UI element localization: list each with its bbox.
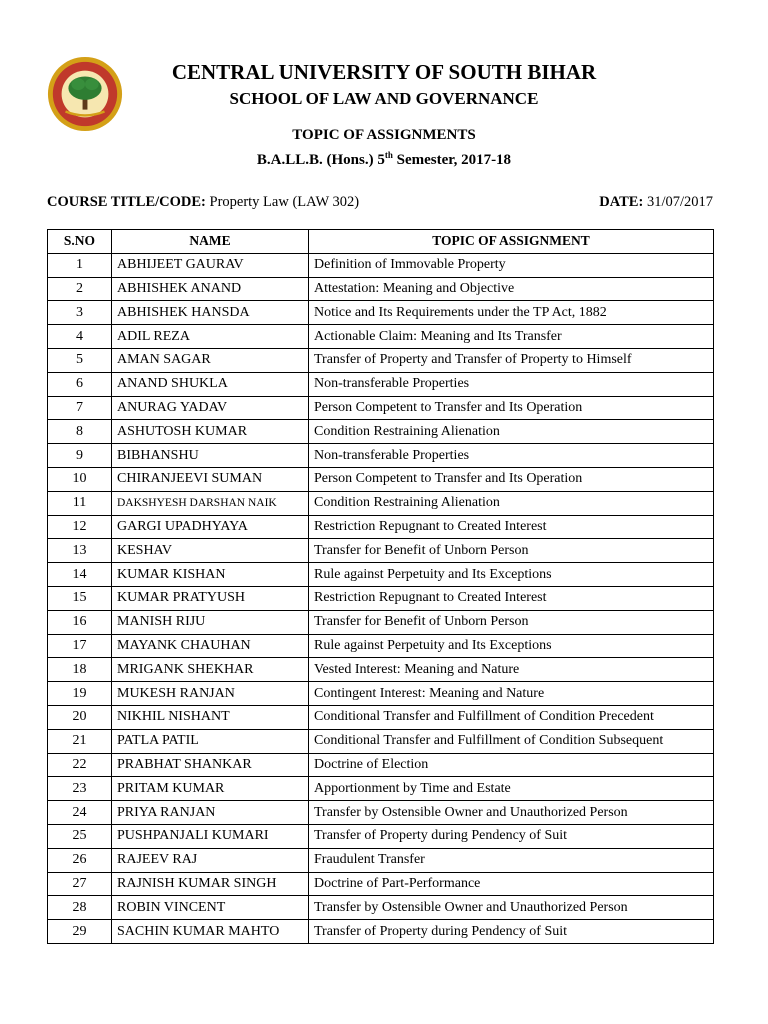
table-row [48, 753, 714, 777]
header-topic: TOPIC OF ASSIGNMENT [309, 230, 714, 254]
program-suffix: Semester, 2017-18 [392, 152, 512, 168]
row-topic: Transfer by Ostensible Owner and Unauthorized Person [309, 896, 714, 920]
row-sno: 18 [48, 658, 112, 682]
row-name: ABHIJEET GAURAV [112, 253, 309, 277]
row-topic: Transfer of Property during Pendency of Suit [309, 824, 714, 848]
course-line [47, 194, 713, 211]
row-name: MAYANK CHAUHAN [112, 634, 309, 658]
table-row [48, 586, 714, 610]
row-topic: Transfer of Property and Transfer of Property to Himself [309, 348, 714, 372]
table-row [48, 610, 714, 634]
row-topic: Actionable Claim: Meaning and Its Transfer [309, 325, 714, 349]
row-sno: 14 [48, 563, 112, 587]
row-name: ANURAG YADAV [112, 396, 309, 420]
row-name: PRITAM KUMAR [112, 777, 309, 801]
row-name: KESHAV [112, 539, 309, 563]
table-row [48, 348, 714, 372]
course-label: COURSE TITLE/CODE: [47, 194, 206, 210]
assignment-table [47, 229, 714, 944]
course-value: Property Law (LAW 302) [205, 194, 360, 210]
table-body [48, 253, 714, 943]
row-topic: Conditional Transfer and Fulfillment of Condition Precedent [309, 705, 714, 729]
row-topic: Non-transferable Properties [309, 444, 714, 468]
table-row [48, 801, 714, 825]
table-row [48, 253, 714, 277]
row-topic: Apportionment by Time and Estate [309, 777, 714, 801]
row-name: MANISH RIJU [112, 610, 309, 634]
row-sno: 17 [48, 634, 112, 658]
row-name: MRIGANK SHEKHAR [112, 658, 309, 682]
row-name: SACHIN KUMAR MAHTO [112, 920, 309, 944]
table-row [48, 848, 714, 872]
row-topic: Condition Restraining Alienation [309, 491, 714, 515]
row-sno: 2 [48, 277, 112, 301]
row-name: KUMAR PRATYUSH [112, 586, 309, 610]
table-row [48, 705, 714, 729]
row-topic: Attestation: Meaning and Objective [309, 277, 714, 301]
row-topic: Definition of Immovable Property [309, 253, 714, 277]
row-name: ANAND SHUKLA [112, 372, 309, 396]
row-name: ABHISHEK HANSDA [112, 301, 309, 325]
row-topic: Restriction Repugnant to Created Interest [309, 515, 714, 539]
row-name: PUSHPANJALI KUMARI [112, 824, 309, 848]
row-topic: Transfer for Benefit of Unborn Person [309, 539, 714, 563]
row-topic: Person Competent to Transfer and Its Operation [309, 396, 714, 420]
table-row [48, 658, 714, 682]
row-sno: 24 [48, 801, 112, 825]
row-sno: 22 [48, 753, 112, 777]
program-title [0, 152, 768, 169]
row-name: CHIRANJEEVI SUMAN [112, 467, 309, 491]
row-topic: Notice and Its Requirements under the TP Act, 1882 [309, 301, 714, 325]
row-topic: Conditional Transfer and Fulfillment of Condition Subsequent [309, 729, 714, 753]
table-row [48, 372, 714, 396]
table-row [48, 325, 714, 349]
row-topic: Contingent Interest: Meaning and Nature [309, 682, 714, 706]
row-name: KUMAR KISHAN [112, 563, 309, 587]
date-label: DATE: [599, 194, 644, 210]
row-sno: 7 [48, 396, 112, 420]
row-sno: 28 [48, 896, 112, 920]
table-row [48, 634, 714, 658]
row-name: ABHISHEK ANAND [112, 277, 309, 301]
table-row [48, 277, 714, 301]
date-field [599, 194, 713, 211]
row-topic: Doctrine of Part-Performance [309, 872, 714, 896]
table-row [48, 563, 714, 587]
row-sno: 23 [48, 777, 112, 801]
row-topic: Person Competent to Transfer and Its Operation [309, 467, 714, 491]
row-topic: Transfer of Property during Pendency of Suit [309, 920, 714, 944]
row-sno: 13 [48, 539, 112, 563]
date-value: 31/07/2017 [643, 194, 713, 210]
table-header-row [48, 230, 714, 254]
row-name: ADIL REZA [112, 325, 309, 349]
row-name: ASHUTOSH KUMAR [112, 420, 309, 444]
row-topic: Non-transferable Properties [309, 372, 714, 396]
row-sno: 27 [48, 872, 112, 896]
table-row [48, 515, 714, 539]
row-sno: 25 [48, 824, 112, 848]
row-sno: 4 [48, 325, 112, 349]
row-name: PRABHAT SHANKAR [112, 753, 309, 777]
row-sno: 5 [48, 348, 112, 372]
program-prefix: B.A.LL.B. (Hons.) 5 [256, 152, 385, 168]
row-sno: 16 [48, 610, 112, 634]
table-row [48, 777, 714, 801]
row-name: NIKHIL NISHANT [112, 705, 309, 729]
row-sno: 20 [48, 705, 112, 729]
row-sno: 3 [48, 301, 112, 325]
row-sno: 21 [48, 729, 112, 753]
table-row [48, 467, 714, 491]
row-name: BIBHANSHU [112, 444, 309, 468]
table-row [48, 920, 714, 944]
program-superscript: th [384, 150, 393, 160]
table-row [48, 682, 714, 706]
header-sno: S.NO [48, 230, 112, 254]
row-name: ROBIN VINCENT [112, 896, 309, 920]
document-title: TOPIC OF ASSIGNMENTS [292, 127, 476, 143]
row-name: AMAN SAGAR [112, 348, 309, 372]
row-topic: Fraudulent Transfer [309, 848, 714, 872]
row-sno: 8 [48, 420, 112, 444]
row-topic: Doctrine of Election [309, 753, 714, 777]
row-sno: 10 [48, 467, 112, 491]
row-topic: Restriction Repugnant to Created Interest [309, 586, 714, 610]
row-sno: 15 [48, 586, 112, 610]
header-name: NAME [112, 230, 309, 254]
row-sno: 6 [48, 372, 112, 396]
row-topic: Rule against Perpetuity and Its Exceptions [309, 634, 714, 658]
row-name: RAJEEV RAJ [112, 848, 309, 872]
university-name: CENTRAL UNIVERSITY OF SOUTH BIHAR [171, 60, 597, 84]
table-row [48, 420, 714, 444]
row-name: RAJNISH KUMAR SINGH [112, 872, 309, 896]
row-sno: 11 [48, 491, 112, 515]
row-name: PATLA PATIL [112, 729, 309, 753]
row-sno: 1 [48, 253, 112, 277]
table-row [48, 896, 714, 920]
row-name: MUKESH RANJAN [112, 682, 309, 706]
table-row [48, 396, 714, 420]
row-sno: 29 [48, 920, 112, 944]
row-name: DAKSHYESH DARSHAN NAIK [112, 491, 309, 515]
table-row [48, 491, 714, 515]
row-topic: Rule against Perpetuity and Its Exceptions [309, 563, 714, 587]
row-topic: Transfer for Benefit of Unborn Person [309, 610, 714, 634]
row-topic: Vested Interest: Meaning and Nature [309, 658, 714, 682]
row-sno: 19 [48, 682, 112, 706]
row-sno: 26 [48, 848, 112, 872]
row-name: GARGI UPADHYAYA [112, 515, 309, 539]
table-row [48, 301, 714, 325]
table-row [48, 729, 714, 753]
school-name: SCHOOL OF LAW AND GOVERNANCE [229, 89, 539, 108]
table-row [48, 444, 714, 468]
row-name: PRIYA RANJAN [112, 801, 309, 825]
table-row [48, 872, 714, 896]
row-sno: 9 [48, 444, 112, 468]
row-topic: Condition Restraining Alienation [309, 420, 714, 444]
table-row [48, 539, 714, 563]
row-topic: Transfer by Ostensible Owner and Unauthorized Person [309, 801, 714, 825]
table-row [48, 824, 714, 848]
row-sno: 12 [48, 515, 112, 539]
